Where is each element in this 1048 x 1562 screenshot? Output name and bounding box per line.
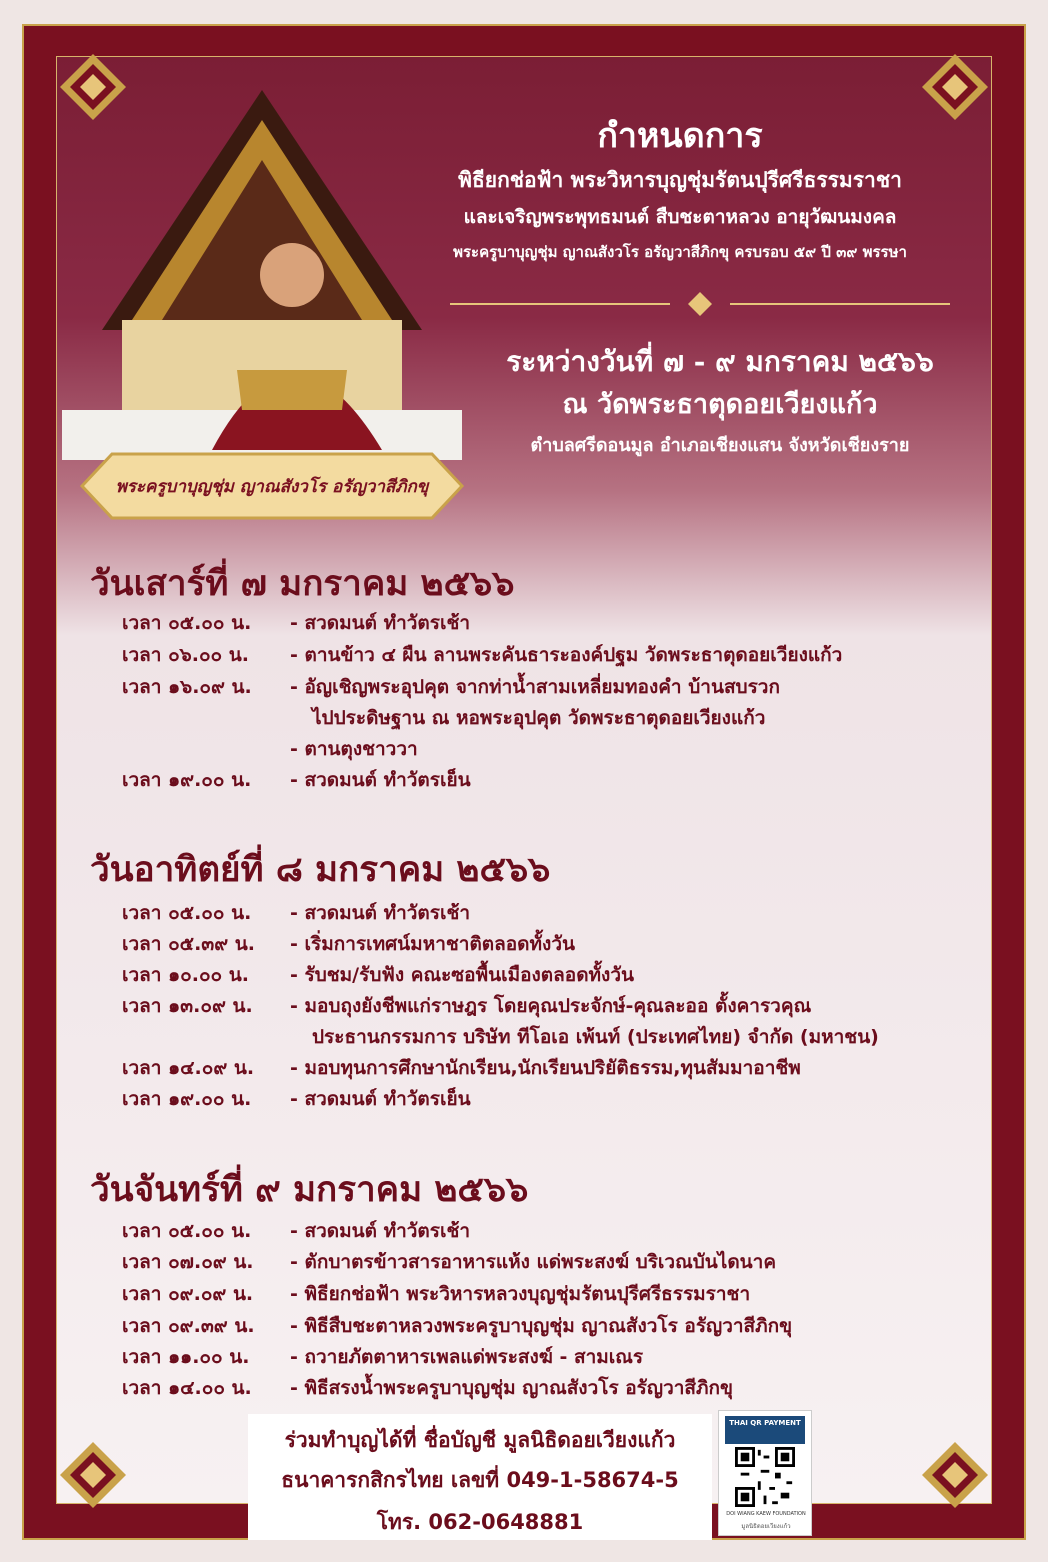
schedule-activity: - ตักบาตรข้าวสารอาหารแห้ง แด่พระสงฆ์ บริเวณบันไดนาค (290, 1251, 777, 1273)
name-banner (72, 450, 472, 522)
schedule-time: เวลา ๐๕.๐๐ น. (122, 612, 252, 634)
schedule-time: เวลา ๑๙.๐๐ น. (122, 769, 252, 791)
schedule-time: เวลา ๑๑.๐๐ น. (122, 1346, 250, 1368)
ceremony-title: พิธียกช่อฟ้า พระวิหารบุญชุ่มรัตนปุรีศรีธรรมราชา (458, 168, 902, 192)
donation-info (248, 1414, 712, 1540)
schedule-time: เวลา ๑๖.๐๙ น. (122, 676, 252, 698)
schedule-time: เวลา ๑๐.๐๐ น. (122, 964, 249, 986)
schedule-time: เวลา ๐๗.๐๙ น. (122, 1251, 254, 1273)
schedule-activity: - ตานตุงชาววา (290, 738, 418, 760)
schedule-activity: - สวดมนต์ ทำวัตรเช้า (290, 612, 471, 634)
qr-code-icon (735, 1447, 795, 1507)
schedule-activity: - รับชม/รับฟัง คณะซอพื้นเมืองตลอดทั้งวัน (290, 964, 634, 986)
qr-caption-th: มูลนิธิดอยเวียงแก้ว (741, 1523, 791, 1530)
schedule-activity: - พิธีสืบชะตาหลวงพระครูบาบุญชุ่ม ญาณสังวโร อรัญวาสีภิกขุ (290, 1315, 793, 1337)
schedule-activity: - พิธีสรงน้ำพระครูบาบุญชุ่ม ญาณสังวโร อรัญวาสีภิกขุ (290, 1377, 734, 1399)
schedule-activity: - มอบทุนการศึกษานักเรียน,นักเรียนปริยัติธรรม,ทุนสัมมาอาชีพ (290, 1057, 801, 1079)
schedule-time: เวลา ๐๕.๐๐ น. (122, 902, 252, 924)
qr-payment-card (718, 1410, 812, 1536)
day-title: วันจันทร์ที่ ๙ มกราคม ๒๕๖๖ (90, 1169, 529, 1210)
schedule-activity: - สวดมนต์ ทำวัตรเช้า (290, 902, 471, 924)
schedule-time: เวลา ๐๕.๓๙ น. (122, 933, 256, 955)
schedule-activity-cont: ประธานกรรมการ บริษัท ทีโอเอ เพ้นท์ (ประเทศไทย) จำกัด (มหาชน) (312, 1026, 879, 1048)
schedule-activity: - สวดมนต์ ทำวัตรเย็น (290, 1088, 471, 1110)
thai-qr-header: THAI QR PAYMENT (725, 1416, 805, 1444)
schedule-time: เวลา ๑๔.๐๙ น. (122, 1057, 255, 1079)
schedule-activity-cont: ไปประดิษฐาน ณ หอพระอุปคุต วัดพระธาตุดอยเวียงแก้ว (312, 707, 766, 729)
schedule-activity: - อัญเชิญพระอุปคุต จากท่าน้ำสามเหลี่ยมทองคำ บ้านสบรวก (290, 676, 780, 698)
divider-ornament (450, 292, 950, 316)
schedule-time: เวลา ๑๙.๐๐ น. (122, 1088, 252, 1110)
ceremony-subtitle: และเจริญพระพุทธมนต์ สืบชะตาหลวง อายุวัฒนมงคล (463, 206, 897, 228)
schedule-activity: - สวดมนต์ ทำวัตรเย็น (290, 769, 471, 791)
schedule-activity: - ถวายภัตตาหารเพลแด่พระสงฆ์ - สามเณร (290, 1346, 644, 1368)
donation-phone: โทร. 062-0648881 (376, 1510, 584, 1534)
schedule-activity: - สวดมนต์ ทำวัตรเช้า (290, 1220, 471, 1242)
schedule-time: เวลา ๐๙.๓๙ น. (122, 1315, 255, 1337)
honoree-line: พระครูบาบุญชุ่ม ญาณสังวโร อรัญวาสีภิกขุ ครบรอบ ๕๙ ปี ๓๙ พรรษา (453, 243, 907, 261)
day-title: วันเสาร์ที่ ๗ มกราคม ๒๕๖๖ (90, 563, 515, 604)
schedule-time: เวลา ๑๔.๐๐ น. (122, 1377, 252, 1399)
schedule-time: เวลา ๐๕.๐๐ น. (122, 1220, 252, 1242)
day-title: วันอาทิตย์ที่ ๘ มกราคม ๒๕๖๖ (90, 849, 551, 890)
qr-caption-en: DOI WIANG KAEW FOUNDATION (726, 1511, 806, 1517)
ornament-icon (920, 1440, 990, 1510)
schedule-activity: - ตานข้าว ๔ ผืน ลานพระคันธาระองค์ปฐม วัดพระธาตุดอยเวียงแก้ว (290, 644, 843, 666)
schedule-time: เวลา ๐๖.๐๐ น. (122, 644, 249, 666)
schedule-activity: - มอบถุงยังชีพแก่ราษฎร โดยคุณประจักษ์-คุณละออ ตั้งคารวคุณ (290, 995, 812, 1017)
schedule-activity: - เริ่มการเทศน์มหาชาติตลอดทั้งวัน (290, 933, 575, 955)
schedule-time: เวลา ๐๙.๐๙ น. (122, 1283, 254, 1305)
donation-account-name: ร่วมทำบุญได้ที่ ชื่อบัญชี มูลนิธิดอยเวียงแก้ว (284, 1428, 676, 1452)
donation-bank-account: ธนาคารกสิกรไทย เลขที่ 049-1-58674-5 (281, 1468, 679, 1492)
venue: ณ วัดพระธาตุดอยเวียงแก้ว (562, 389, 878, 420)
ornament-icon (58, 1440, 128, 1510)
page-title: กำหนดการ (597, 116, 763, 156)
monk-name: พระครูบาบุญชุ่ม ญาณสังวโร อรัญวาสีภิกขุ (115, 477, 429, 497)
date-range: ระหว่างวันที่ ๗ - ๙ มกราคม ๒๕๖๖ (506, 345, 934, 378)
schedule-time: เวลา ๑๓.๐๙ น. (122, 995, 253, 1017)
address: ตำบลศรีดอนมูล อำเภอเชียงแสน จังหวัดเชียงราย (530, 435, 910, 456)
schedule-activity: - พิธียกช่อฟ้า พระวิหารหลวงบุญชุ่มรัตนปุรีศรีธรรมราชา (290, 1283, 751, 1305)
